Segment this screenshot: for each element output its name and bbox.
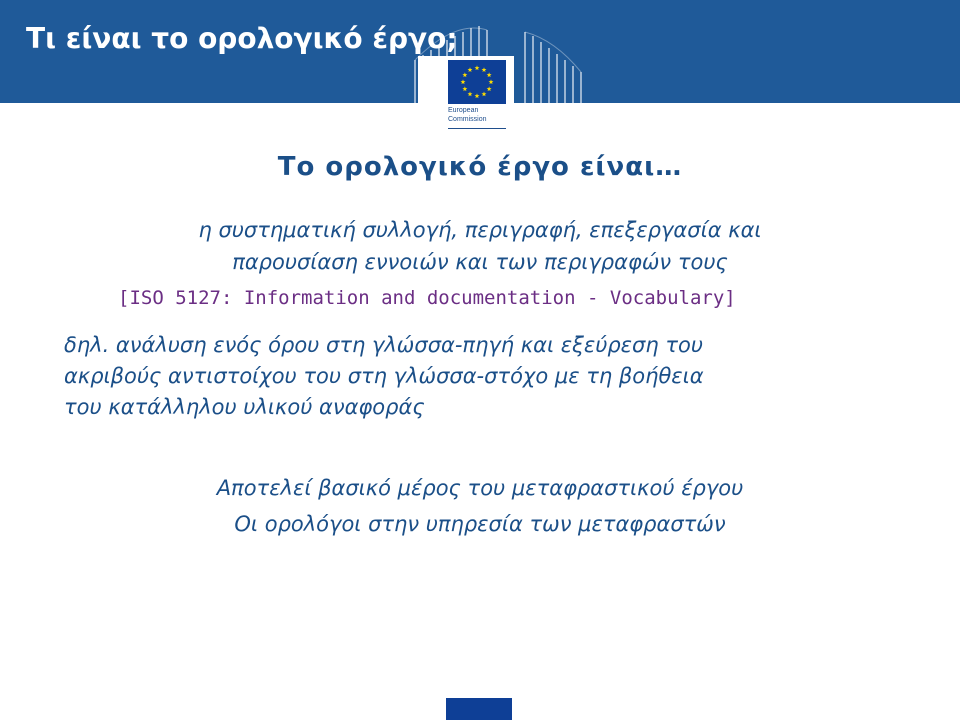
definition-text — [0, 214, 960, 278]
logo-text — [448, 106, 487, 124]
definition-line-2: παρουσίαση εννοιών και των περιγραφών τους — [232, 250, 728, 274]
logo-line-1: European — [448, 107, 479, 114]
logo-underline — [448, 128, 506, 129]
eu-flag-icon — [448, 60, 506, 104]
bottom-line-2: Οι ορολόγοι στην υπηρεσία των μεταφραστών — [234, 512, 726, 536]
slide-title: Το ορολογικό έργο είναι… — [277, 152, 683, 182]
iso-reference: [ISO 5127: Information and documentation - Vocabulary] — [118, 287, 736, 309]
footer-flag-icon — [446, 698, 512, 720]
logo-line-2: Commission — [448, 116, 487, 123]
header-title: Τι είναι το ορολογικό έργο; — [26, 22, 458, 55]
explanation-line-2: ακριβούς αντιστοίχου του στη γλώσσα-στόχο με τη βοήθεια — [64, 364, 704, 388]
explanation-line-1: δηλ. ανάλυση ενός όρου στη γλώσσα-πηγή και εξεύρεση του — [64, 333, 703, 357]
bottom-line-1: Αποτελεί βασικό μέρος του μεταφραστικού έργου — [216, 476, 744, 500]
european-commission-logo — [418, 56, 514, 134]
definition-line-1: η συστηματική συλλογή, περιγραφή, επεξεργασία και — [198, 218, 762, 242]
explanation-text — [64, 330, 924, 423]
explanation-line-3: του κατάλληλου υλικού αναφοράς — [64, 395, 425, 419]
